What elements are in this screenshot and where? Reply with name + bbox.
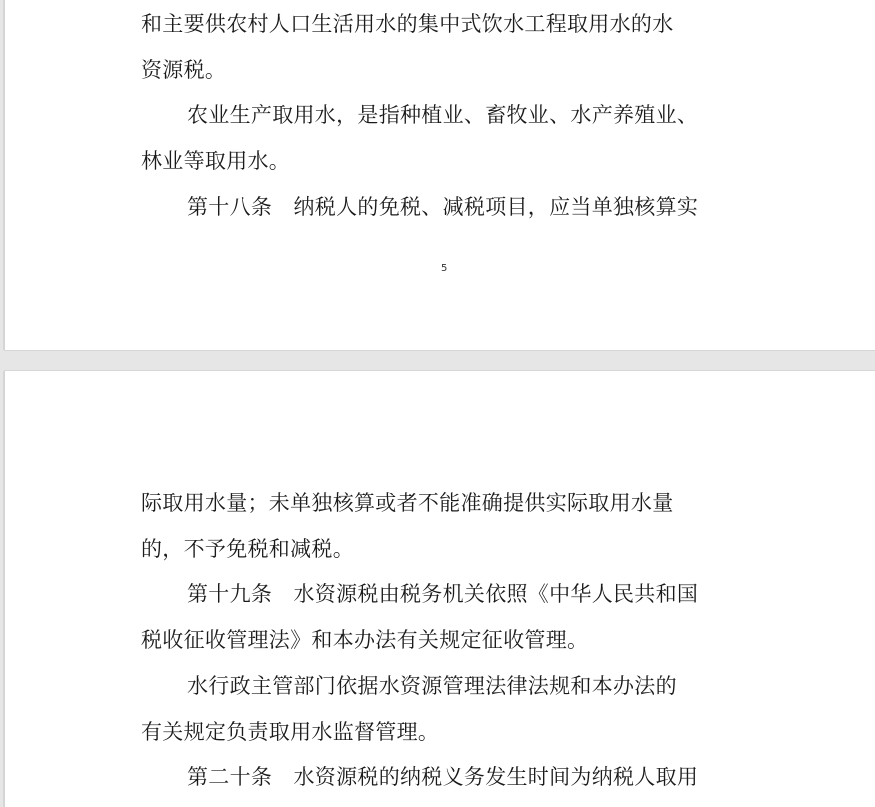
body-text-line: 有关规定负责取用水监督管理。 [141,720,440,744]
document-page-5 [4,0,875,350]
article-20-first-line: 第二十条 水资源税的纳税义务发生时间为纳税人取用 [187,765,699,789]
article-18-first-line: 第十八条 纳税人的免税、减税项目，应当单独核算实 [187,195,699,219]
paragraph-first-line: 水行政主管部门依据水资源管理法律法规和本办法的 [187,674,677,698]
body-text-line: 资源税。 [141,58,227,82]
body-text-line: 的，不予免税和减税。 [141,537,354,561]
paragraph-first-line: 农业生产取用水，是指种植业、畜牧业、水产养殖业、 [187,103,699,127]
body-text-line: 和主要供农村人口生活用水的集中式饮水工程取用水的水 [141,12,674,36]
article-19-first-line: 第十九条 水资源税由税务机关依照《中华人民共和国 [187,582,699,606]
document-page-6 [4,371,875,807]
page-number: 5 [441,263,448,274]
body-text-line: 税收征收管理法》和本办法有关规定征收管理。 [141,628,589,652]
body-text-line: 林业等取用水。 [141,149,291,173]
body-text-line: 际取用水量；未单独核算或者不能准确提供实际取用水量 [141,491,674,515]
